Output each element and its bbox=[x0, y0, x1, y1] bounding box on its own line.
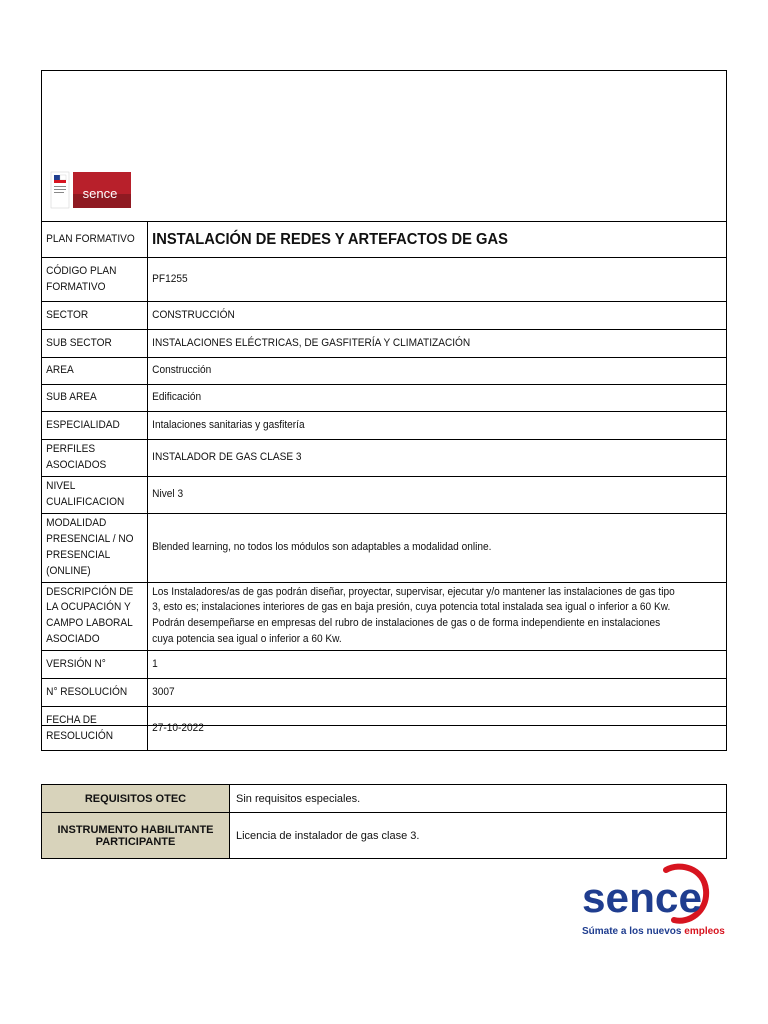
table-row bbox=[42, 513, 727, 582]
requirement-value: Licencia de instalador de gas clase 3. bbox=[230, 813, 727, 859]
sence-small-logo bbox=[51, 170, 131, 210]
row-value: Intalaciones sanitarias y gasfitería bbox=[148, 412, 681, 440]
row-value: 27-10-2022 bbox=[148, 707, 681, 751]
row-value: Blended learning, no todos los módulos son adaptables a modalidad online. bbox=[148, 513, 681, 582]
row-label: SECTOR bbox=[42, 302, 140, 330]
row-label: ESPECIALIDAD bbox=[42, 412, 140, 440]
row-label: CÓDIGO PLAN FORMATIVO bbox=[42, 258, 140, 302]
row-value: INSTALADOR DE GAS CLASE 3 bbox=[148, 440, 681, 477]
table-row bbox=[42, 651, 727, 679]
table-row bbox=[42, 707, 727, 751]
table-row bbox=[42, 582, 727, 651]
table-row bbox=[42, 476, 727, 513]
table-row bbox=[42, 440, 727, 477]
table-row bbox=[42, 330, 727, 358]
row-value: Construcción bbox=[148, 358, 681, 385]
row-value: 3007 bbox=[148, 679, 681, 707]
row-label: VERSIÓN N° bbox=[42, 651, 140, 679]
table-row bbox=[42, 358, 727, 385]
row-label: PLAN FORMATIVO bbox=[42, 222, 140, 258]
sence-footer-logo bbox=[580, 858, 725, 940]
row-value: CONSTRUCCIÓN bbox=[148, 302, 681, 330]
row-value: INSTALACIONES ELÉCTRICAS, DE GASFITERÍA Y CLIMATIZACIÓN bbox=[148, 330, 681, 358]
row-value: 1 bbox=[148, 651, 681, 679]
requirement-label: INSTRUMENTO HABILITANTE PARTICIPANTE bbox=[42, 813, 230, 859]
plan-table bbox=[41, 221, 727, 751]
row-value: Los Instaladores/as de gas podrán diseñar, proyectar, supervisar, ejecutar y/o mantener las instalaciones de gas tipo 3, esto es; instalaciones interiores de gas en baja presión, cuya potencia total instalada sea igual o inferior a 60 Kw. Podrán desempeñarse en empresas del rubro de instalaciones de gas o de forma independiente en instalaciones cuya potencia sea igual o inferior a 60 Kw. bbox=[148, 582, 681, 651]
table-row bbox=[42, 258, 727, 302]
row-label: FECHA DE RESOLUCIÓN bbox=[42, 707, 140, 751]
table-row bbox=[42, 813, 727, 859]
requirements-table bbox=[41, 784, 727, 859]
row-label: SUB SECTOR bbox=[42, 330, 140, 358]
table-row bbox=[42, 679, 727, 707]
table-row bbox=[42, 302, 727, 330]
table-row bbox=[42, 785, 727, 813]
row-label: PERFILES ASOCIADOS bbox=[42, 440, 140, 477]
row-label: AREA bbox=[42, 358, 140, 385]
small-logo-text: sence bbox=[82, 186, 118, 201]
row-label: SUB AREA bbox=[42, 385, 140, 412]
footer-logo-tagline: Súmate a los nuevos empleos bbox=[582, 926, 725, 937]
table-row bbox=[42, 412, 727, 440]
row-value: Edificación bbox=[148, 385, 681, 412]
row-value: Nivel 3 bbox=[148, 476, 681, 513]
row-label: NIVEL CUALIFICACION bbox=[42, 476, 140, 513]
row-value: PF1255 bbox=[148, 258, 681, 302]
row-label: N° RESOLUCIÓN bbox=[42, 679, 140, 707]
requirement-value: Sin requisitos especiales. bbox=[230, 785, 727, 813]
requirement-label: REQUISITOS OTEC bbox=[42, 785, 230, 813]
row-label: DESCRIPCIÓN DE LA OCUPACIÓN Y CAMPO LABORAL ASOCIADO bbox=[42, 582, 140, 651]
footer-logo-word: sence bbox=[582, 874, 702, 921]
row-label: MODALIDAD PRESENCIAL / NO PRESENCIAL (ONLINE) bbox=[42, 513, 140, 582]
plan-title: INSTALACIÓN DE REDES Y ARTEFACTOS DE GAS bbox=[148, 222, 681, 258]
table-row bbox=[42, 385, 727, 412]
table-row bbox=[42, 222, 727, 258]
